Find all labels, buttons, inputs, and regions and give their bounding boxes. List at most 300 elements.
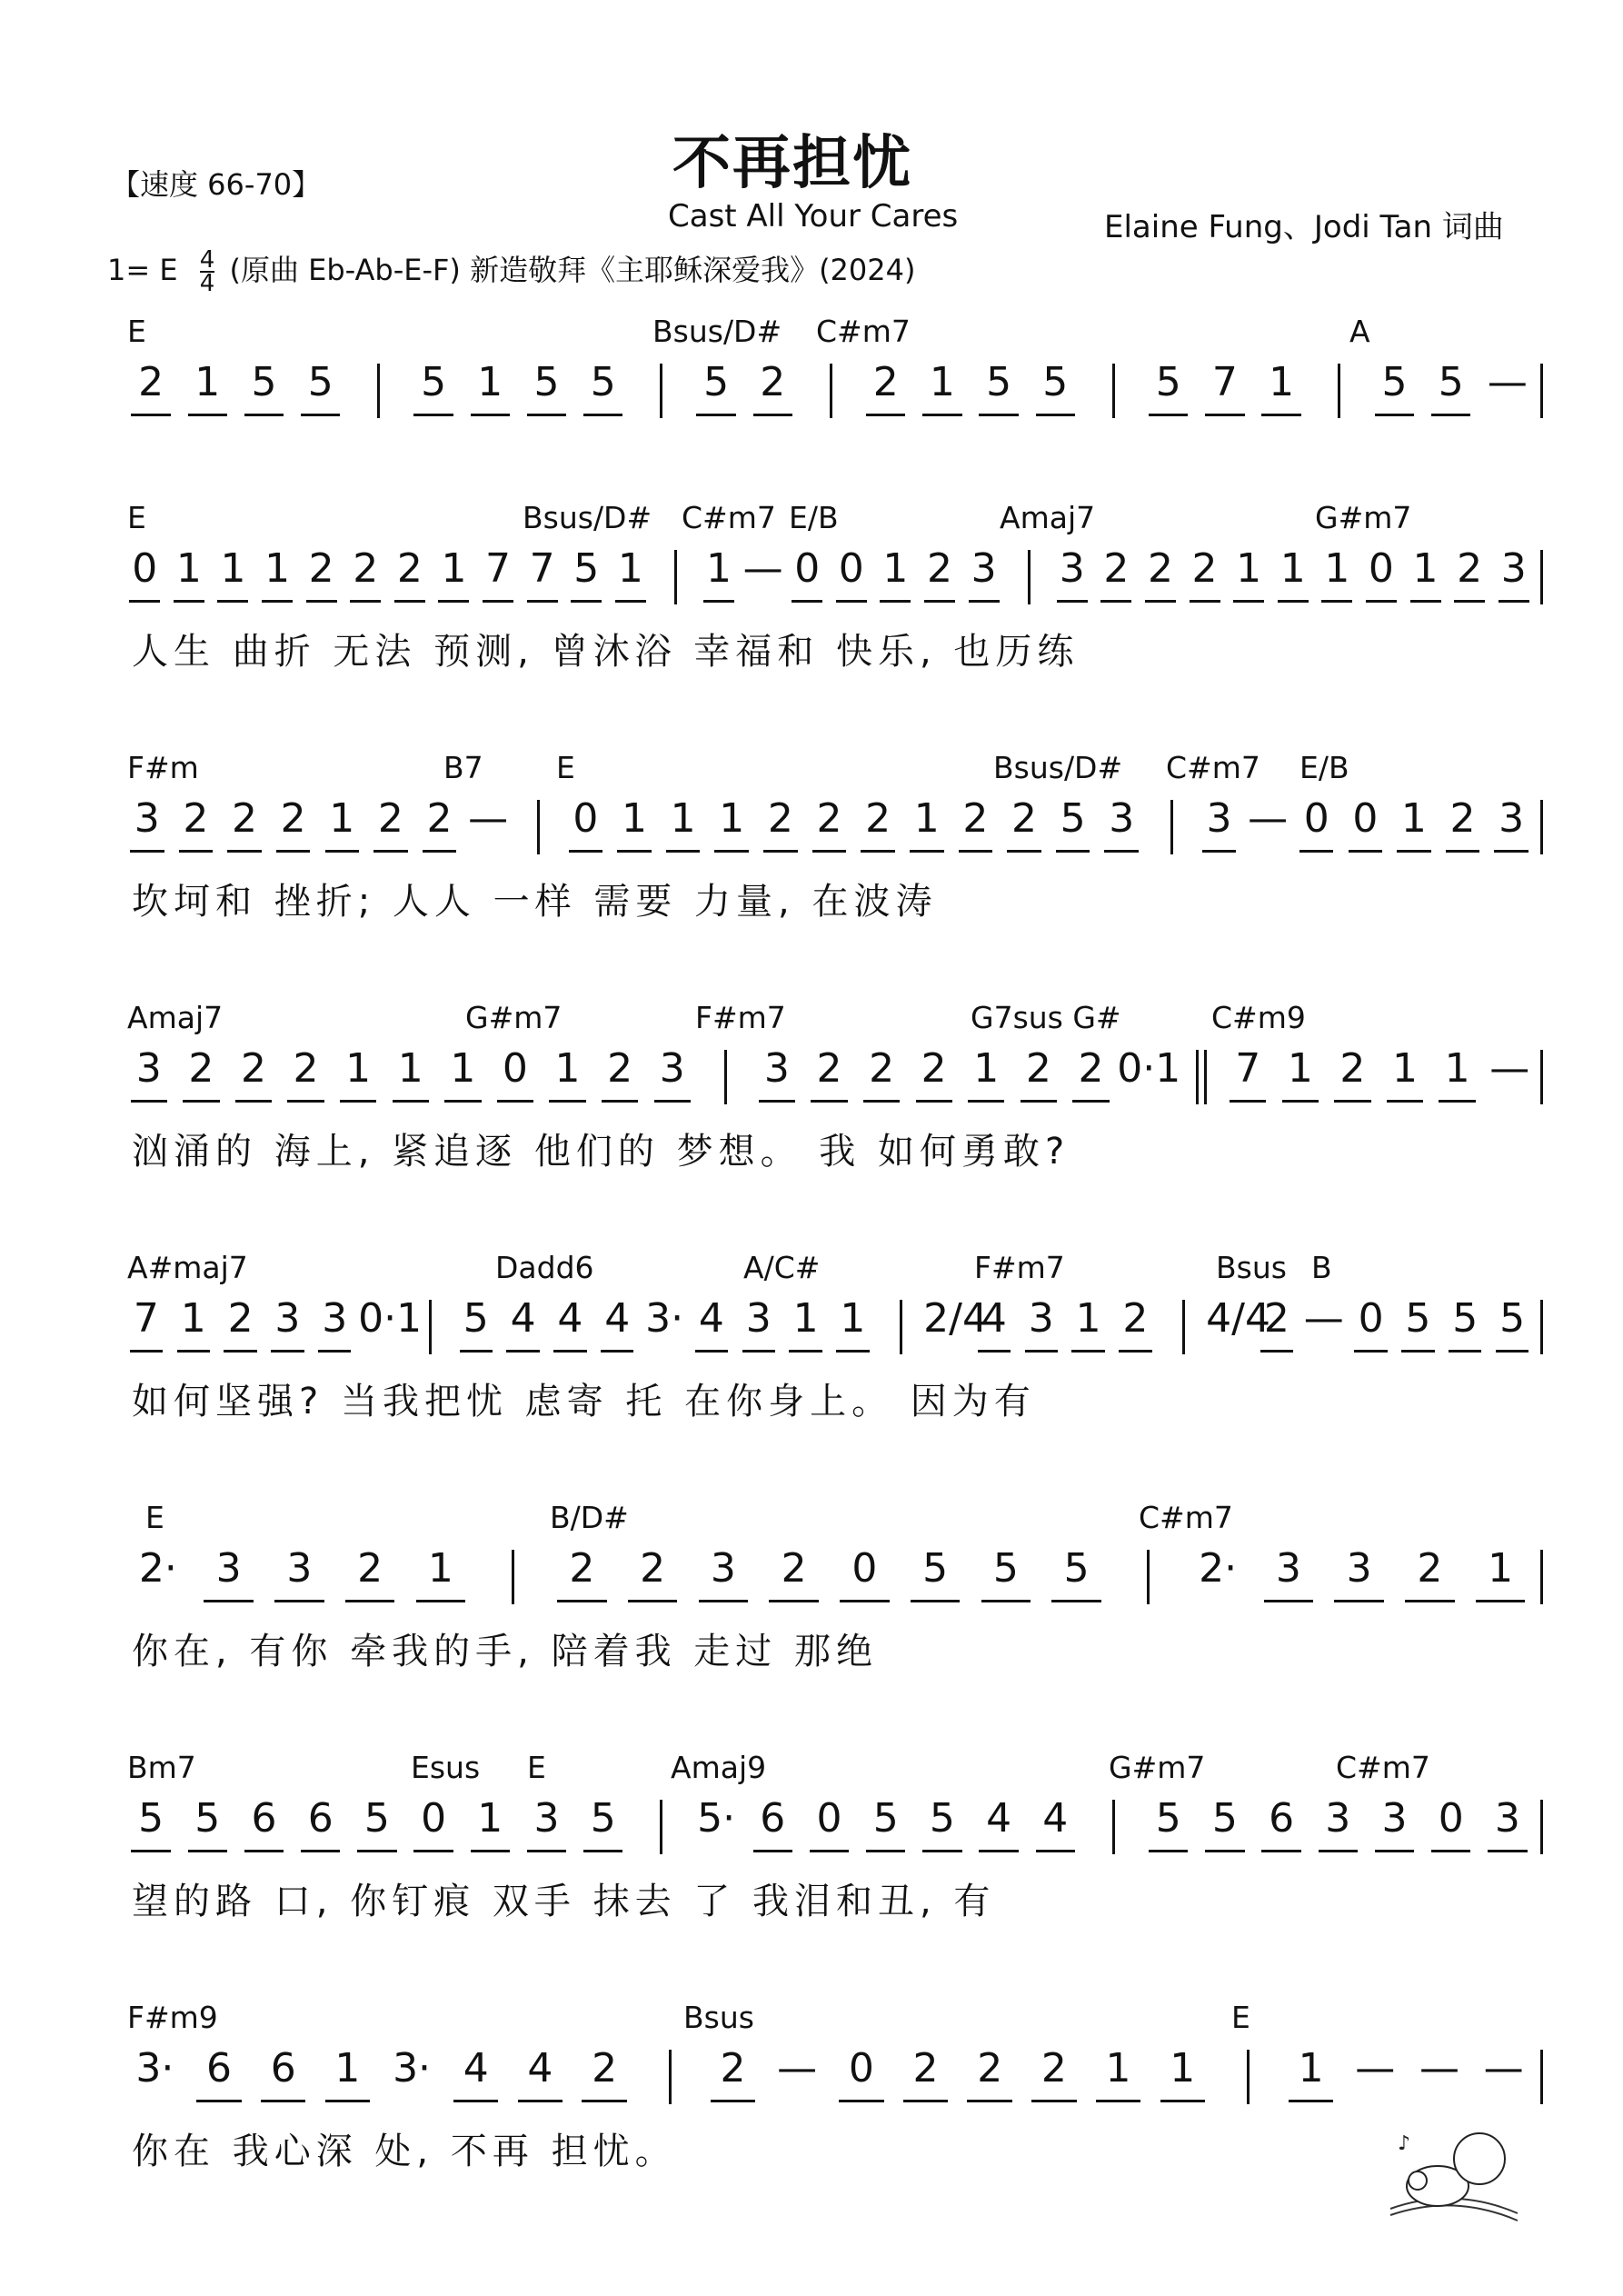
duration-underline	[769, 1600, 818, 1602]
note: 0	[132, 545, 158, 592]
note: 6	[760, 1795, 786, 1842]
note: 2	[377, 795, 403, 842]
barline	[674, 550, 677, 604]
duration-underline	[235, 1100, 272, 1103]
song-subtitle: Cast All Your Cares	[668, 198, 959, 235]
duration-underline	[1264, 1600, 1313, 1602]
duration-underline	[753, 1850, 793, 1852]
duration-underline	[1007, 850, 1041, 853]
note: 1	[1298, 2045, 1324, 2091]
note: 3	[659, 1045, 685, 1092]
duration-underline	[1202, 850, 1237, 853]
chord-symbol: A	[1349, 314, 1370, 349]
note: 4	[604, 1295, 631, 1342]
duration-underline	[601, 1350, 633, 1353]
duration-underline	[188, 414, 228, 416]
note: 2	[921, 1045, 947, 1092]
note: 2·	[138, 1545, 177, 1592]
note: 1	[427, 1545, 453, 1592]
duration-underline	[438, 600, 469, 603]
note: 2	[720, 2045, 746, 2091]
note: 1	[1236, 545, 1262, 592]
duration-underline	[177, 1350, 210, 1353]
barline-end	[1540, 800, 1543, 854]
duration-underline	[792, 600, 822, 603]
note: 5	[1438, 359, 1464, 405]
tempo: 【速度 66-70】	[111, 167, 322, 202]
note: 1	[180, 1295, 206, 1342]
chord-symbol: C#m7	[682, 500, 776, 535]
duration-underline	[553, 1350, 586, 1353]
duration-underline	[711, 2100, 755, 2102]
duration-underline	[866, 1850, 906, 1852]
note: 5	[703, 359, 730, 405]
note: 2	[1025, 1045, 1051, 1092]
note: 1	[792, 1295, 819, 1342]
note: 5	[1499, 1295, 1526, 1342]
note: 1	[1412, 545, 1439, 592]
duration-underline	[569, 850, 603, 853]
note: 4	[1042, 1795, 1069, 1842]
chord-symbol: E/B	[789, 500, 839, 535]
duration-underline	[582, 2100, 626, 2102]
duration-underline	[969, 600, 1000, 603]
note: 3	[322, 1295, 348, 1342]
note: 5	[573, 545, 600, 592]
duration-underline	[979, 414, 1019, 416]
note: 1	[617, 545, 643, 592]
note: 3	[745, 1295, 772, 1342]
duration-underline	[583, 1850, 623, 1852]
note: 2	[240, 1045, 266, 1092]
barline-end	[1540, 1550, 1543, 1604]
note: 3	[1325, 1795, 1351, 1842]
note: 2	[781, 1545, 807, 1592]
note: 7	[529, 545, 555, 592]
duration-underline	[1289, 2100, 1333, 2102]
chord-symbol: C#m7	[1336, 1750, 1430, 1785]
duration-underline	[880, 600, 911, 603]
note: —	[1483, 2045, 1524, 2091]
note: 2	[1078, 1045, 1104, 1092]
barline-end	[1540, 1300, 1543, 1354]
note: 5	[251, 359, 277, 405]
duration-underline	[583, 414, 623, 416]
duration-underline	[1387, 1100, 1423, 1103]
chord-symbol: Amaj7	[1000, 500, 1096, 535]
note: 6	[1269, 1795, 1295, 1842]
barline-end	[1540, 1800, 1543, 1854]
note: —	[1248, 795, 1289, 842]
note: 2	[912, 2045, 939, 2091]
note: 3	[763, 1045, 790, 1092]
duration-underline	[1071, 1350, 1104, 1353]
duration-underline	[1299, 850, 1334, 853]
duration-underline	[244, 414, 284, 416]
note: 1	[477, 1795, 503, 1842]
barline	[1147, 1550, 1150, 1604]
note: 1	[1400, 795, 1427, 842]
note: 0	[1358, 1295, 1384, 1342]
duration-underline	[1233, 600, 1264, 603]
note: 2	[816, 1045, 842, 1092]
duration-underline	[129, 600, 160, 603]
note: 5	[992, 1545, 1019, 1592]
duration-underline	[345, 1600, 394, 1602]
duration-underline	[981, 1600, 1031, 1602]
duration-underline	[506, 1350, 539, 1353]
duration-underline	[863, 1100, 900, 1103]
duration-underline	[1488, 1850, 1528, 1852]
note: 1	[554, 1045, 581, 1092]
duration-underline	[1334, 1100, 1370, 1103]
duration-underline	[959, 850, 993, 853]
chord-symbol: C#m7	[816, 314, 911, 349]
note: 2	[926, 545, 952, 592]
duration-underline	[131, 1850, 171, 1852]
chord-symbol: C#m7	[1166, 750, 1260, 785]
chord-symbol: E	[527, 1750, 546, 1785]
note: 2	[816, 795, 842, 842]
time-bottom: 4	[199, 270, 215, 297]
chord-symbol: F#m7	[695, 1000, 786, 1035]
duration-underline	[811, 1100, 847, 1103]
duration-underline	[325, 2100, 370, 2102]
duration-underline	[471, 1850, 511, 1852]
note: 1	[220, 545, 246, 592]
chord-symbol: Bsus	[683, 2000, 754, 2035]
duration-underline	[244, 1850, 284, 1852]
duration-underline	[1282, 1100, 1319, 1103]
duration-underline	[1349, 850, 1383, 853]
note: 2	[426, 795, 453, 842]
chord-symbol: E	[127, 500, 146, 535]
barline	[1338, 364, 1340, 418]
note: 3	[1499, 795, 1525, 842]
chord-symbol: B/D#	[550, 1500, 629, 1535]
duration-underline	[840, 1600, 889, 1602]
note: 0	[421, 1795, 447, 1842]
note: 1	[345, 1045, 372, 1092]
note: 5	[533, 359, 560, 405]
note: 5	[363, 1795, 390, 1842]
note: 3	[1059, 545, 1085, 592]
duration-underline	[1449, 1350, 1481, 1353]
note: 3	[134, 795, 160, 842]
duration-underline	[188, 1850, 228, 1852]
chord-symbol: A#maj7	[127, 1250, 248, 1285]
chord-symbol: E	[127, 314, 146, 349]
duration-underline	[1230, 1100, 1266, 1103]
note: 2	[357, 1545, 383, 1592]
duration-underline	[1149, 1850, 1189, 1852]
duration-underline	[654, 1100, 691, 1103]
duration-underline	[924, 600, 955, 603]
note: 1	[719, 795, 745, 842]
note: 3	[286, 1545, 313, 1592]
barline	[1112, 1800, 1115, 1854]
note: 6	[270, 2045, 296, 2091]
duration-underline	[812, 850, 847, 853]
duration-underline	[1499, 600, 1529, 603]
chord-symbol: Amaj7	[127, 1000, 224, 1035]
duration-underline	[967, 2100, 1011, 2102]
duration-underline	[602, 1100, 638, 1103]
note: 2	[962, 795, 989, 842]
duration-underline	[518, 2100, 563, 2102]
note: 2	[1147, 545, 1173, 592]
chord-symbol: C#m7	[1139, 1500, 1233, 1535]
duration-underline	[1278, 600, 1309, 603]
note: 0	[794, 545, 821, 592]
note: —	[1487, 359, 1528, 405]
lyrics-line: 坎坷和 挫折; 人人 一样 需要 力量, 在波涛	[132, 881, 938, 923]
chord-symbol: Esus	[411, 1750, 481, 1785]
note: 4	[557, 1295, 583, 1342]
duration-underline	[1454, 600, 1485, 603]
note: 1	[1444, 1045, 1470, 1092]
note: 2·	[1199, 1545, 1238, 1592]
chord-symbol: F#m9	[127, 2000, 218, 2035]
note: 3·	[135, 2045, 174, 2091]
note: 5	[922, 1545, 949, 1592]
duration-underline	[460, 1350, 493, 1353]
duration-underline	[1100, 600, 1131, 603]
barline	[900, 1300, 902, 1354]
duration-underline	[183, 1100, 219, 1103]
duration-underline	[1321, 600, 1352, 603]
note: 2	[1339, 1045, 1366, 1092]
duration-underline	[695, 1350, 728, 1353]
note: 1	[450, 1045, 476, 1092]
duration-underline	[916, 1100, 952, 1103]
note: 1	[441, 545, 467, 592]
note: 5	[1405, 1295, 1431, 1342]
note: 2	[872, 359, 899, 405]
note: 2	[1191, 545, 1218, 592]
chord-symbol: E/B	[1299, 750, 1349, 785]
note: 0·1	[1117, 1045, 1181, 1092]
duration-underline	[340, 1100, 376, 1103]
note: 1	[264, 545, 291, 592]
duration-underline	[1476, 1600, 1525, 1602]
duration-underline	[922, 1850, 962, 1852]
chord-symbol: G7sus G#	[971, 1000, 1121, 1035]
duration-underline	[1410, 600, 1441, 603]
note: 2	[640, 1545, 666, 1592]
note: 2	[1417, 1545, 1443, 1592]
lyrics-line: 汹涌的 海上, 紧追逐 他们的 梦想。 我 如何勇敢?	[132, 1131, 1070, 1173]
note: 6	[251, 1795, 277, 1842]
duration-underline	[1366, 600, 1397, 603]
chord-symbol: E	[145, 1500, 164, 1535]
duration-underline	[1375, 414, 1415, 416]
note: 0	[1303, 795, 1329, 842]
chord-symbol: Dadd6	[495, 1250, 594, 1285]
duration-underline	[357, 1850, 397, 1852]
duration-underline	[703, 600, 734, 603]
note: 2	[865, 795, 891, 842]
note: 2	[308, 545, 334, 592]
note: 5	[307, 359, 334, 405]
note: 2/4	[923, 1295, 988, 1342]
duration-underline	[483, 600, 513, 603]
lyrics-line: 望的路 口, 你钉痕 双手 抹去 了 我泪和丑, 有	[132, 1881, 996, 1922]
duration-underline	[497, 1100, 533, 1103]
barline	[1170, 800, 1173, 854]
barline	[660, 1800, 662, 1854]
barline	[660, 364, 662, 418]
note: 4	[527, 2045, 553, 2091]
duration-underline	[423, 850, 457, 853]
note: 4	[698, 1295, 724, 1342]
note: 0·1	[358, 1295, 423, 1342]
note: 2	[1011, 795, 1037, 842]
chord-symbol: C#m9	[1211, 1000, 1306, 1035]
chord-symbol: B	[1311, 1250, 1332, 1285]
barline-end	[1540, 1050, 1543, 1104]
note: 1	[706, 545, 732, 592]
barline-end	[1540, 550, 1543, 604]
note: 5	[194, 1795, 221, 1842]
note: 1	[1488, 1545, 1514, 1592]
barline	[1112, 364, 1115, 418]
note: 4	[463, 2045, 489, 2091]
duration-underline	[910, 850, 944, 853]
duration-underline	[1496, 1350, 1528, 1353]
note: 2	[138, 359, 164, 405]
duration-underline	[350, 600, 381, 603]
note: 2	[232, 795, 258, 842]
note: 1	[1269, 359, 1295, 405]
duration-underline	[1190, 600, 1220, 603]
chord-symbol: Bsus/D#	[523, 500, 652, 535]
duration-underline	[217, 600, 248, 603]
chord-symbol: B7	[443, 750, 483, 785]
barline-end	[1540, 364, 1543, 418]
chord-symbol: G#m7	[465, 1000, 563, 1035]
note: 5	[1211, 1795, 1238, 1842]
duration-underline	[549, 1100, 585, 1103]
note: 5	[1381, 359, 1408, 405]
chord-symbol: Bsus/D#	[993, 750, 1123, 785]
note: 1	[882, 545, 909, 592]
duration-underline	[699, 1600, 748, 1602]
barline	[512, 1550, 514, 1604]
note: 1	[1279, 545, 1306, 592]
note: 3·	[645, 1295, 684, 1342]
duration-underline	[393, 1100, 429, 1103]
duration-underline	[527, 414, 567, 416]
duration-underline	[1072, 1100, 1109, 1103]
duration-underline	[1160, 2100, 1205, 2102]
duration-underline	[306, 600, 337, 603]
duration-underline	[789, 1350, 821, 1353]
note: 5	[929, 1795, 955, 1842]
duration-underline	[1025, 1350, 1058, 1353]
duration-underline	[557, 1600, 606, 1602]
duration-underline	[1405, 1600, 1454, 1602]
note: 1	[397, 1045, 423, 1092]
duration-underline	[227, 850, 262, 853]
duration-underline	[1021, 1100, 1057, 1103]
note: 3	[1028, 1295, 1054, 1342]
duration-underline	[1431, 414, 1471, 416]
barline	[724, 1050, 727, 1104]
duration-underline	[1354, 1350, 1387, 1353]
barline	[1028, 550, 1031, 604]
note: 3	[1275, 1545, 1301, 1592]
note: 1	[913, 795, 940, 842]
duration-underline	[1096, 2100, 1140, 2102]
duration-underline	[131, 414, 171, 416]
note: 5	[421, 359, 447, 405]
lingqi-logo	[1381, 2122, 1527, 2231]
note: —	[1303, 1295, 1344, 1342]
duration-underline	[1104, 850, 1139, 853]
barline	[669, 2050, 672, 2104]
duration-underline	[1446, 850, 1480, 853]
note: 2	[227, 1295, 254, 1342]
lyrics-line: 如何坚强? 当我把忧 虑寄 托 在你身上。 因为有	[132, 1381, 1036, 1423]
barline	[429, 1300, 432, 1354]
duration-underline	[444, 1100, 481, 1103]
duration-underline	[836, 600, 867, 603]
note: 0	[502, 1045, 528, 1092]
note: 0	[1368, 545, 1394, 592]
note: 2	[1263, 1295, 1289, 1342]
duration-underline	[810, 1850, 850, 1852]
note: —	[468, 795, 509, 842]
note: 1	[622, 795, 647, 842]
note: 5	[1155, 1795, 1181, 1842]
barline	[830, 364, 832, 418]
duration-underline	[714, 850, 749, 853]
duration-underline	[978, 1350, 1011, 1353]
note: 2	[869, 1045, 895, 1092]
note: 3	[215, 1545, 242, 1592]
duration-underline	[271, 1350, 304, 1353]
duration-underline	[903, 2100, 948, 2102]
note: 5	[1155, 359, 1181, 405]
key-signature: 1= E	[107, 253, 178, 287]
note: 2	[183, 795, 209, 842]
note: 1	[194, 359, 221, 405]
note: —	[1419, 2045, 1459, 2091]
duration-underline	[1261, 1850, 1301, 1852]
duration-underline	[1431, 1850, 1471, 1852]
note: 1	[929, 359, 955, 405]
duration-underline	[911, 1600, 960, 1602]
duration-underline	[318, 1350, 351, 1353]
duration-underline	[301, 1850, 341, 1852]
duration-underline	[416, 1600, 465, 1602]
note: 1	[175, 545, 202, 592]
note: 2	[607, 1045, 633, 1092]
note: 1	[334, 2045, 361, 2091]
duration-underline	[1401, 1350, 1434, 1353]
note: —	[1489, 1045, 1530, 1092]
note: 3	[135, 1045, 162, 1092]
duration-underline	[131, 1100, 167, 1103]
note: 5	[463, 1295, 489, 1342]
duration-underline	[287, 1100, 324, 1103]
note: 5	[872, 1795, 899, 1842]
duration-underline	[861, 850, 895, 853]
note: 2	[293, 1045, 319, 1092]
duration-underline	[1205, 414, 1245, 416]
duration-underline	[179, 850, 214, 853]
